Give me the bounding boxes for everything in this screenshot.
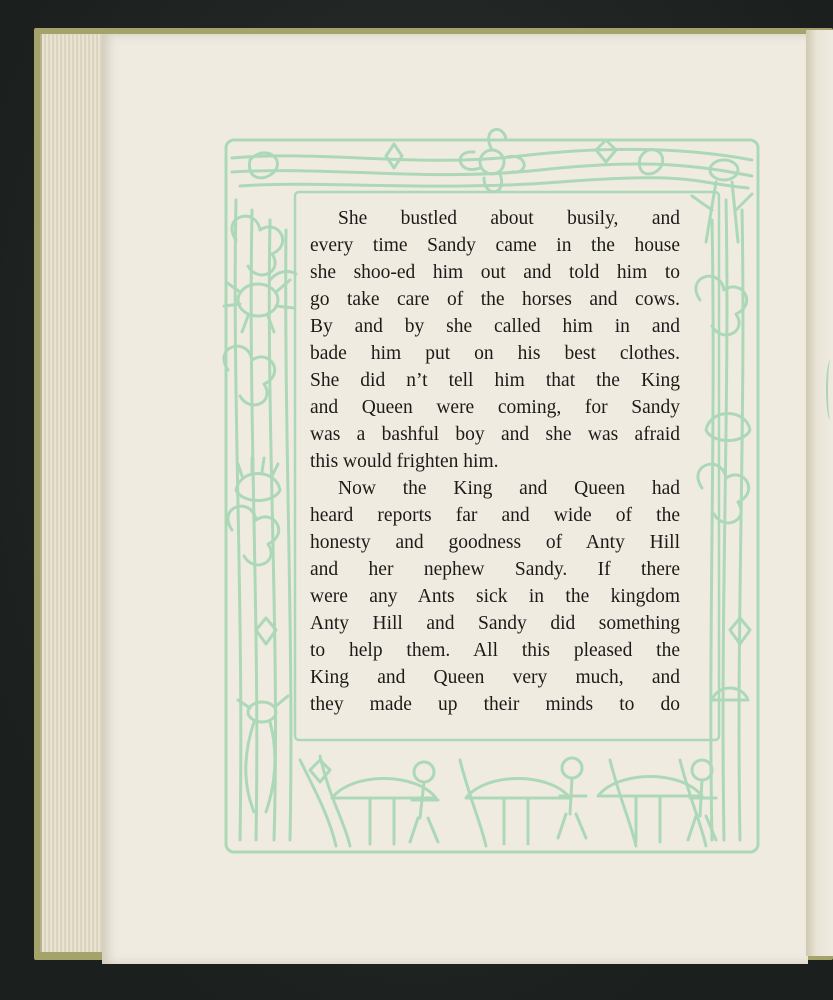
text-line: they made up their minds to do (310, 694, 680, 715)
text-line: She bustled about busily, and (338, 208, 680, 229)
text-line: bade him put on his best clothes. (310, 343, 680, 364)
text-line: and her nephew Sandy. If there (310, 559, 680, 580)
text-line: go take care of the horses and cows. (310, 289, 680, 310)
text-line: By and by she called him in and (310, 316, 680, 337)
text-line: heard reports far and wide of the (310, 505, 680, 526)
text-line: this would frighten him. (310, 451, 499, 472)
text-line: honesty and goodness of Anty Hill (310, 532, 680, 553)
text-line: She did n’t tell him that the King (310, 370, 680, 391)
grasshopper-icon (238, 696, 288, 812)
text-line: were any Ants sick in the kingdom (310, 586, 680, 607)
mushroom-icon (332, 777, 702, 845)
text-line: she shoo-ed him out and told him to (310, 262, 680, 283)
paragraph-2 (310, 475, 680, 718)
text-line: to help them. All this pleased the (310, 640, 680, 661)
text-line: was a bashful boy and she was afraid (310, 424, 680, 445)
text-line: every time Sandy came in the house (310, 235, 680, 256)
text-line: Anty Hill and Sandy did something (310, 613, 680, 634)
text-line: and Queen were coming, for Sandy (310, 397, 680, 418)
text-line: Now the King and Queen had (338, 478, 680, 499)
ant-figure-icon (410, 758, 716, 842)
text-line: King and Queen very much, and (310, 667, 680, 688)
page-text-block (310, 205, 680, 718)
paragraph-1 (310, 205, 680, 475)
